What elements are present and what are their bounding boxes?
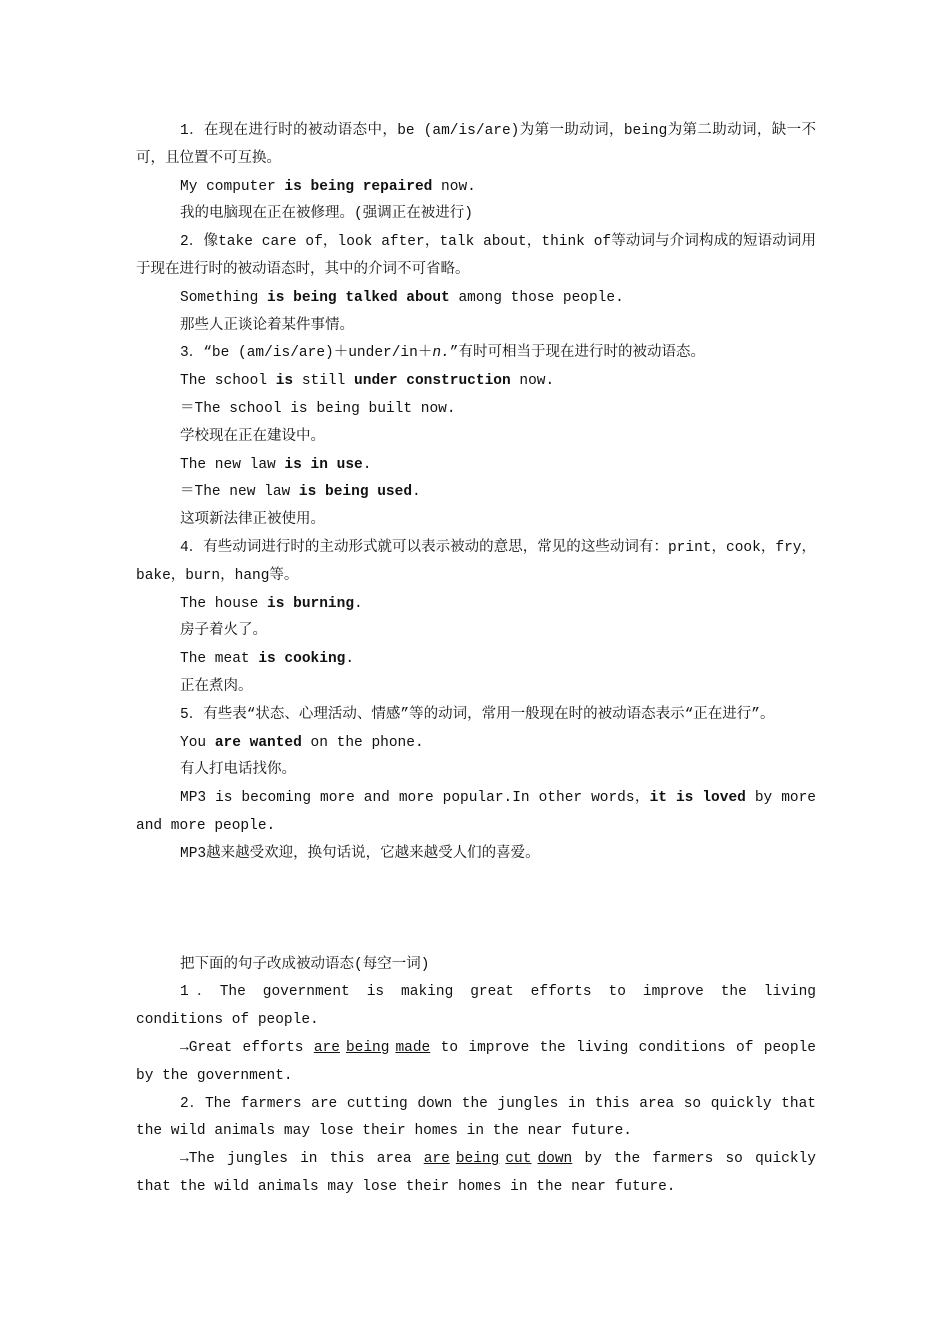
answer-text: by the farmers so quickly that the wild animals may lose their homes in the near future. [136, 1151, 816, 1195]
question-text: 2．The farmers are cutting down the jungles in this area so quickly that the wild animals may lose their homes in the near future. [136, 1095, 816, 1140]
note-5-text: 5．有些表“状态、心理活动、情感”等的动词，常用一般现在时的被动语态表示“正在进行”。 [180, 706, 775, 723]
translation-4b [136, 674, 816, 702]
translation-3a [136, 424, 816, 452]
example-text: The school [180, 373, 276, 390]
example-text: by more and more people. [136, 790, 816, 834]
example-3b [136, 396, 816, 424]
example-5b [136, 785, 816, 841]
example-bold: is being repaired [284, 178, 433, 195]
example-text: still [293, 373, 355, 390]
translation-text: 那些人正谈论着某件事情。 [180, 317, 354, 334]
example-4a [136, 591, 816, 619]
example-text: ＝The new law [180, 484, 299, 501]
example-2 [136, 285, 816, 313]
example-bold: are wanted [214, 734, 302, 751]
example-text: now. [510, 373, 555, 390]
note-3-text: ”有时可相当于现在进行时的被动语态。 [449, 345, 705, 362]
answer-blank: being [345, 1039, 390, 1056]
answer-text: to improve the living conditions of people by the government. [136, 1039, 816, 1084]
note-1 [136, 118, 816, 174]
note-3 [136, 340, 816, 368]
example-bold: it is loved [649, 790, 746, 807]
example-4b [136, 646, 816, 674]
translation-text: 我的电脑现在正在被修理。(强调正在被进行) [180, 206, 473, 223]
example-text: The house [180, 595, 268, 612]
document-page [136, 118, 816, 1202]
answer-blank: down [537, 1151, 573, 1168]
example-text: . [412, 484, 421, 501]
example-text: The new law [180, 456, 285, 473]
example-3c [136, 452, 816, 480]
note-5 [136, 702, 816, 730]
question-2 [136, 1091, 816, 1147]
answer-blank: are [313, 1039, 340, 1056]
note-2-text: 2．像take care of，look after，talk about，think of等动词与介词构成的短语动词用于现在进行时的被动语态时，其中的介词不可省略。 [136, 234, 816, 278]
example-bold: is in use [284, 456, 363, 473]
example-text: MP3 is becoming more and more popular.In other words， [180, 790, 650, 807]
translation-text: 房子着火了。 [180, 623, 267, 640]
example-bold: is burning [267, 595, 355, 612]
translation-text: 这项新法律正被使用。 [180, 512, 325, 529]
translation-text: 有人打电话找你。 [180, 762, 296, 779]
example-text: You [180, 734, 215, 751]
example-5a [136, 730, 816, 758]
translation-1 [136, 201, 816, 229]
translation-text: 学校现在正在建设中。 [180, 428, 325, 445]
answer-2 [136, 1146, 816, 1202]
exercise-title-text: 把下面的句子改成被动语态(每空一词) [180, 956, 430, 973]
example-text: on the phone. [301, 734, 424, 751]
example-text: ＝The school is being built now. [180, 400, 456, 417]
example-bold: is being used [298, 484, 413, 501]
example-bold: under construction [354, 373, 511, 390]
question-1 [136, 979, 816, 1035]
answer-blank: cut [505, 1151, 532, 1168]
answer-blank: being [455, 1151, 500, 1168]
translation-text: MP3越来越受欢迎，换句话说，它越来越受人们的喜爱。 [180, 845, 540, 862]
translation-text: 正在煮肉。 [180, 678, 253, 695]
example-3a [136, 368, 816, 396]
example-3d [136, 479, 816, 507]
translation-4a [136, 618, 816, 646]
answer-blank: made [395, 1039, 431, 1056]
example-1 [136, 174, 816, 202]
note-3-text: 3．“be (am/is/are)＋under/in＋ [180, 345, 433, 362]
example-text: now. [432, 178, 476, 195]
example-text: My computer [180, 178, 285, 195]
answer-blank: are [423, 1151, 450, 1168]
example-text: The meat [180, 651, 259, 668]
answer-text: →The jungles in this area [180, 1151, 424, 1168]
note-4 [136, 535, 816, 591]
note-4-text: 4．有些动词进行时的主动形式就可以表示被动的意思，常见的这些动词有：print，cook，fry，bake，burn，hang等。 [136, 539, 816, 584]
note-1-text: 1．在现在进行时的被动语态中，be (am/is/are)为第一助动词，being为第二助动词，缺一不可，且位置不可互换。 [136, 123, 816, 167]
example-text: . [345, 651, 355, 668]
exercise-title [136, 952, 816, 980]
answer-text: →Great efforts [180, 1039, 314, 1056]
example-bold: is [275, 373, 294, 390]
note-2 [136, 229, 816, 285]
example-bold: is cooking [258, 651, 346, 668]
translation-5a [136, 757, 816, 785]
example-text: Something [180, 289, 268, 306]
example-text: . [354, 595, 363, 612]
example-text: . [362, 456, 372, 473]
question-text: 1．The government is making great efforts to improve the living conditions of people. [136, 984, 816, 1029]
example-text: among those people. [449, 289, 624, 306]
answer-1 [136, 1035, 816, 1091]
section-gap [136, 869, 816, 952]
note-3-italic: n. [432, 345, 450, 362]
translation-2 [136, 313, 816, 341]
example-bold: is being talked about [267, 289, 450, 306]
translation-3b [136, 507, 816, 535]
translation-5b [136, 841, 816, 869]
